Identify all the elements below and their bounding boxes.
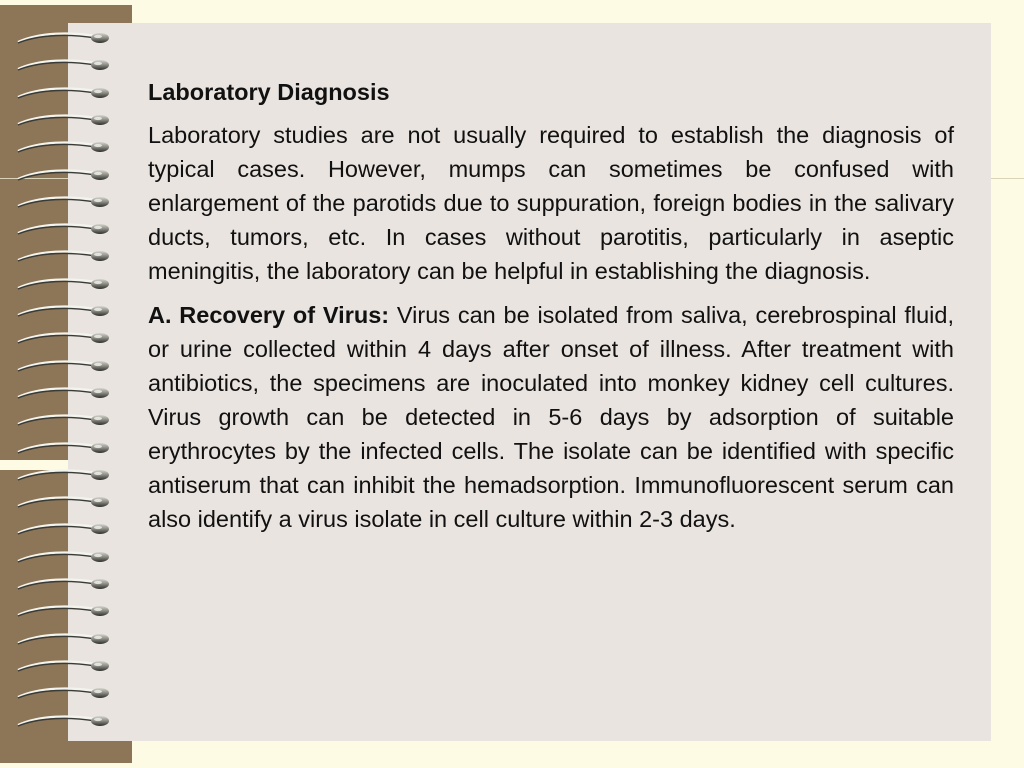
spiral-ring-icon (10, 139, 110, 157)
slide-heading: Laboratory Diagnosis (148, 79, 390, 105)
paragraph-recovery-of-virus (148, 298, 954, 536)
spiral-ring-icon (10, 30, 110, 48)
paragraph-body: Virus can be isolated from saliva, cerebrospinal fluid, or urine collected within 4 days after onset of illness. After treatment with antibiotics, the specimens are inoculated into monkey kidney cell cultures. Virus growth can be detected in 5-6 days by adsorption of suitable erythrocytes by the infected cells. The isolate can be identified with specific antiserum that can inhibit the hemadsorption. Immunofluorescent serum can also identify a virus isolate in cell culture within 2-3 days. (148, 302, 954, 532)
spiral-ring-icon (10, 303, 110, 321)
spiral-ring-icon (10, 576, 110, 594)
spiral-ring-icon (10, 521, 110, 539)
spiral-ring-icon (10, 85, 110, 103)
spiral-ring-icon (10, 494, 110, 512)
spiral-ring-icon (10, 221, 110, 239)
spiral-ring-icon (10, 713, 110, 731)
spiral-ring-icon (10, 194, 110, 212)
spiral-binding (0, 0, 132, 768)
paragraph-lead: A. Recovery of Virus: (148, 302, 390, 328)
spiral-ring-icon (10, 658, 110, 676)
spiral-ring-icon (10, 385, 110, 403)
spiral-ring-icon (10, 276, 110, 294)
spiral-ring-icon (10, 358, 110, 376)
spiral-ring-icon (10, 248, 110, 266)
spiral-ring-icon (10, 631, 110, 649)
spiral-ring-icon (10, 467, 110, 485)
spiral-ring-icon (10, 112, 110, 130)
slide-content (148, 76, 954, 546)
spiral-ring-icon (10, 57, 110, 75)
spiral-ring-icon (10, 167, 110, 185)
spiral-ring-icon (10, 440, 110, 458)
spiral-ring-icon (10, 685, 110, 703)
spiral-ring-icon (10, 549, 110, 567)
spiral-ring-icon (10, 603, 110, 621)
paragraph-intro: Laboratory studies are not usually required to establish the diagnosis of typical cases. However, mumps can sometimes be confused with enlargement of the parotids due to suppuration, foreign bodies in the salivary ducts, tumors, etc. In cases without parotitis, particularly in aseptic meningitis, the laboratory can be helpful in establishing the diagnosis. (148, 122, 954, 284)
spiral-ring-icon (10, 412, 110, 430)
spiral-ring-icon (10, 330, 110, 348)
